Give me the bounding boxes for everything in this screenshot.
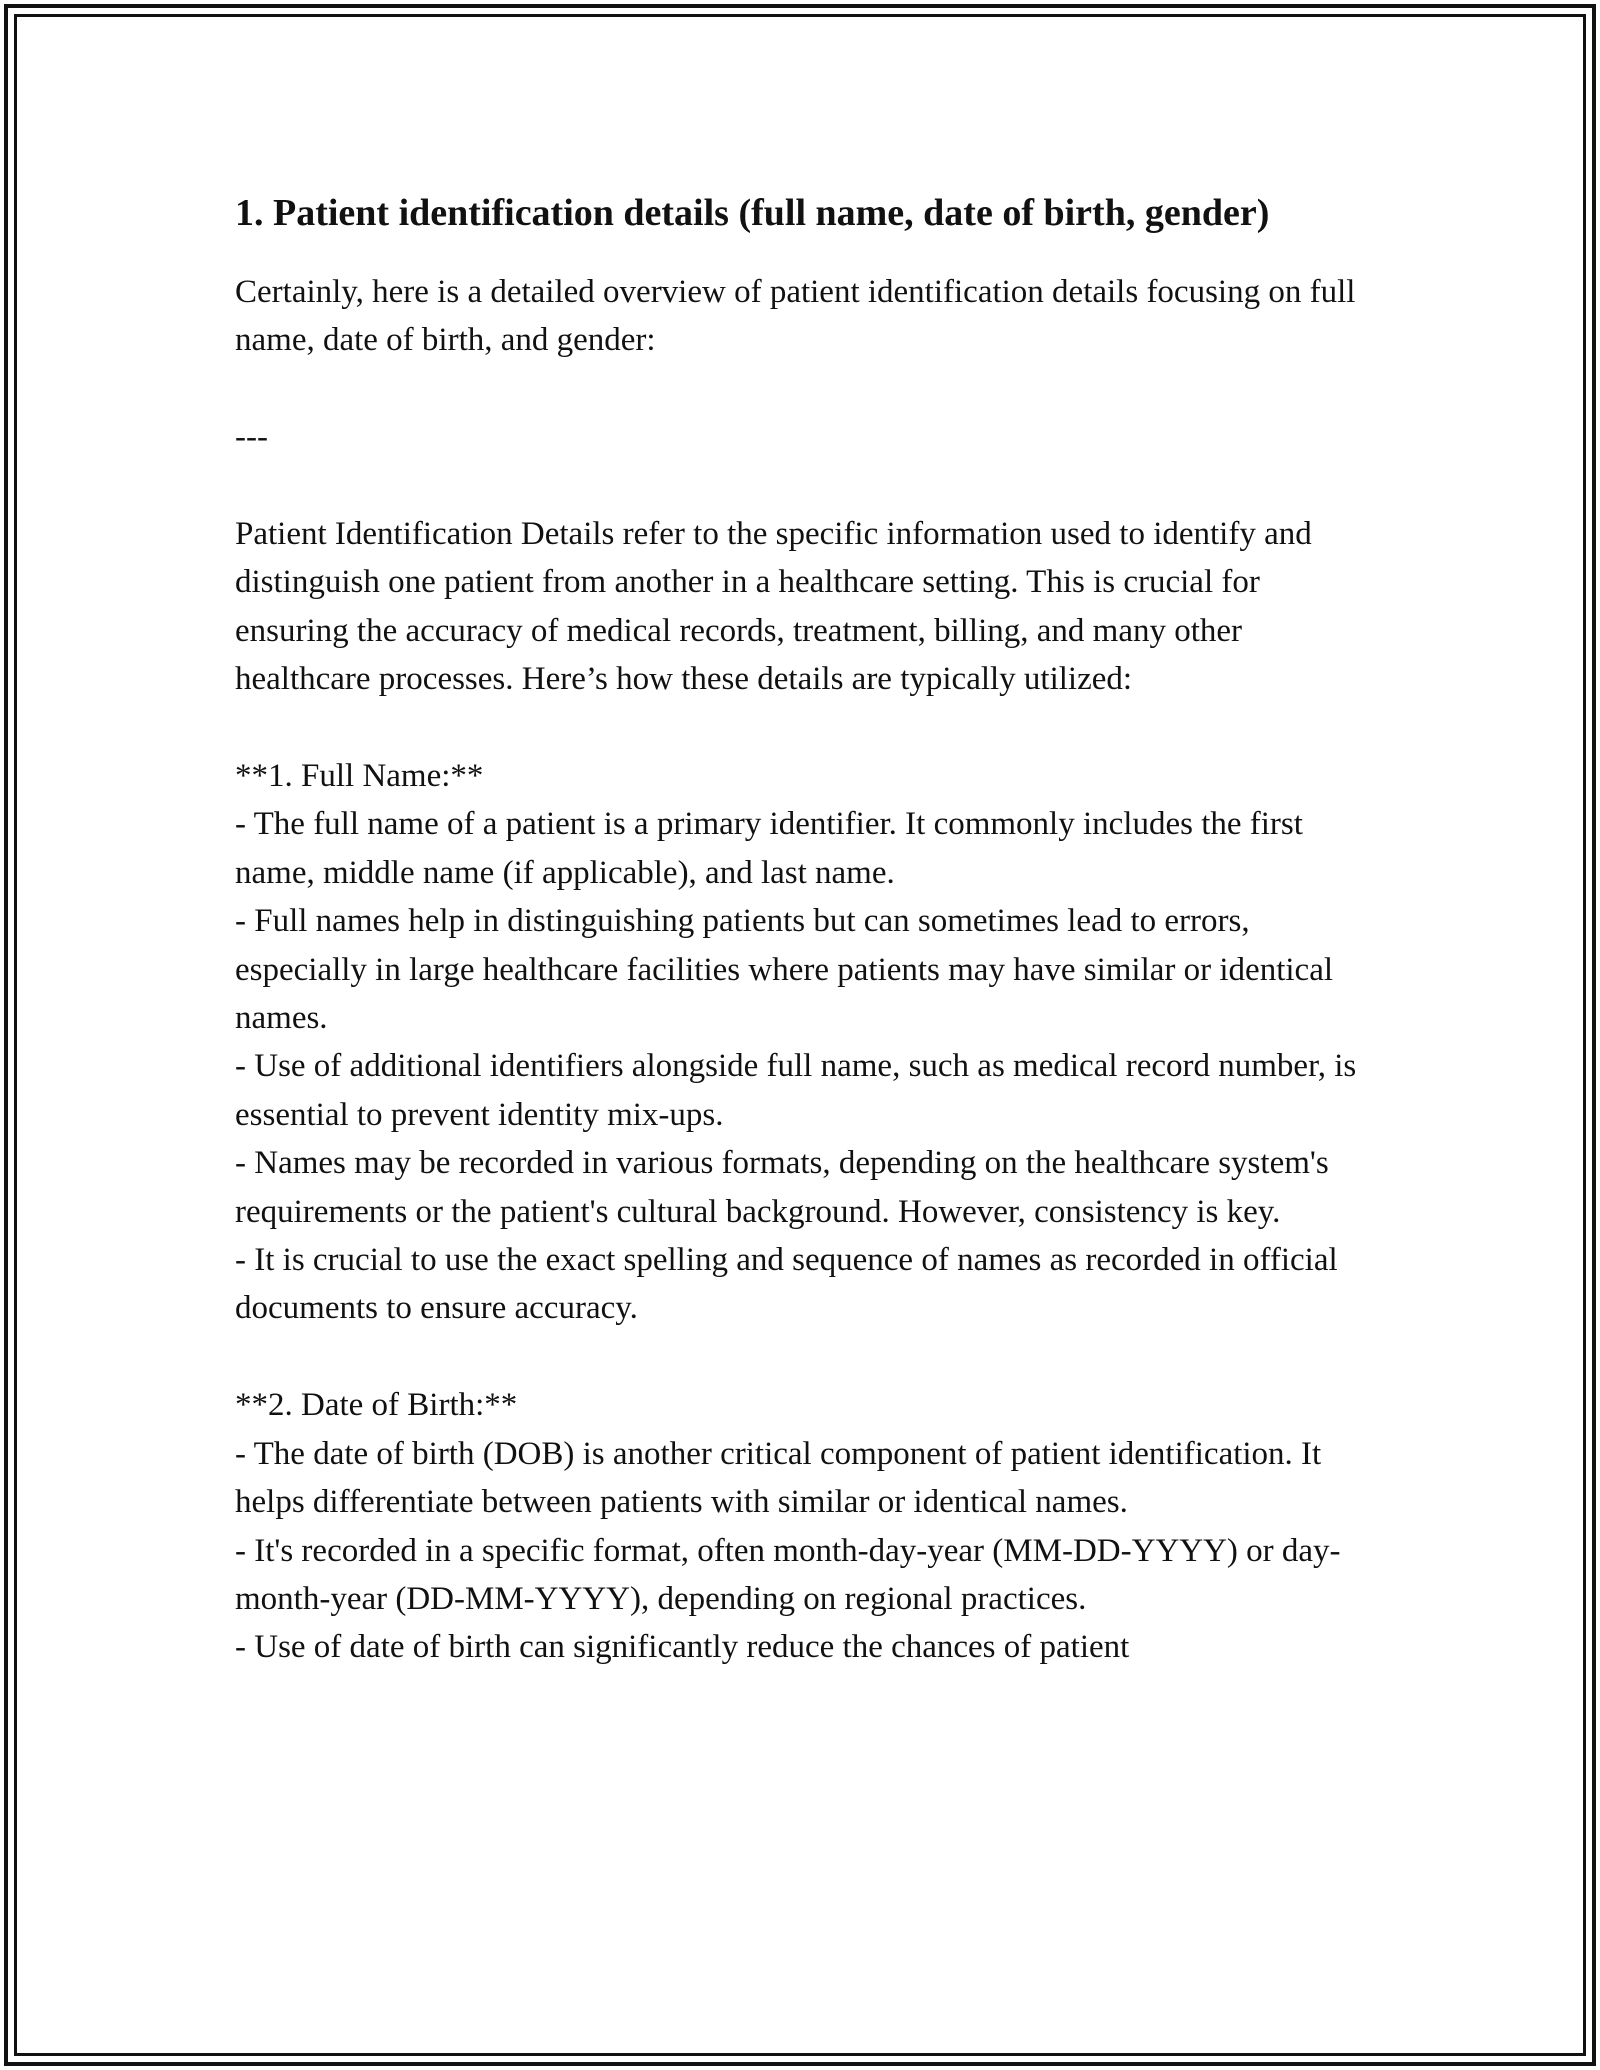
list-item: - Use of date of birth can significantly reduce the chances of patient (235, 1629, 1130, 1666)
list-item: - Full names help in distinguishing patients but can sometimes lead to errors, especially in large healthcare facilities where patients may have similar or identical names. (235, 903, 1334, 1037)
section-title-full-name: **1. Full Name:** (235, 758, 484, 795)
spacer (235, 462, 1375, 510)
list-item: - It's recorded in a specific format, often month-day-year (MM-DD-YYYY) or day-month-year (DD-MM-YYYY), depending on regional practices. (235, 1532, 1341, 1617)
list-item: - Names may be recorded in various formats, depending on the healthcare system's requirements or the patient's cultural background. However, consistency is key. (235, 1145, 1329, 1230)
list-item: - It is crucial to use the exact spelling and sequence of names as recorded in official documents to ensure accuracy. (235, 1242, 1338, 1327)
intro-paragraph: Certainly, here is a detailed overview of patient identification details focusing on full name, date of birth, and gender: (235, 274, 1356, 359)
spacer (235, 704, 1375, 752)
list-item: - The full name of a patient is a primary identifier. It commonly includes the first name, middle name (if applicable), and last name. (235, 806, 1303, 891)
separator: --- (235, 419, 268, 456)
overview-paragraph: Patient Identification Details refer to the specific information used to identify and distinguish one patient from another in a healthcare setting. This is crucial for ensuring the accuracy of medical records, treatment, billing, and many other healthcare processes. Here’s how these details are typically utilized: (235, 516, 1312, 698)
list-item: - The date of birth (DOB) is another critical component of patient identification. It helps differentiate between patients with similar or identical names. (235, 1435, 1322, 1521)
spacer (235, 1333, 1375, 1381)
document-body (235, 186, 1375, 1672)
spacer (235, 365, 1375, 413)
list-item: - Use of additional identifiers alongside full name, such as medical record number, is essential to prevent identity mix-ups. (235, 1048, 1357, 1133)
document-heading: 1. Patient identification details (full name, date of birth, gender) (235, 192, 1270, 234)
section-title-date-of-birth: **2. Date of Birth:** (235, 1387, 518, 1424)
